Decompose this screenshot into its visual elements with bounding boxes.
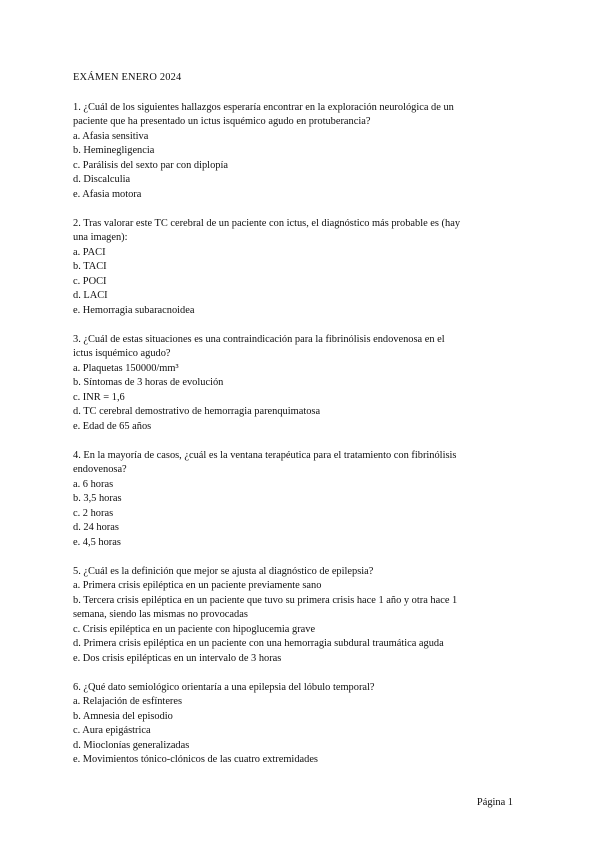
answer-option: c. POCI (73, 275, 107, 287)
answer-option: a. Primera crisis epiléptica en un paciente previamente sano (73, 580, 322, 591)
answer-option: a. Relajación de esfínteres (73, 696, 183, 707)
answer-option: b. Heminegligencia (73, 145, 155, 156)
answer-option: b. Amnesia del episodio (73, 710, 173, 722)
answer-option: a. Afasia sensitiva (73, 130, 149, 142)
question-text-line: 2. Tras valorar este TC cerebral de un paciente con ictus, el diagnóstico más probable es (hay (73, 217, 461, 229)
answer-option: semana, siendo las mismas no provocadas (73, 609, 248, 620)
exam-page (73, 71, 533, 782)
question-text-line: 3. ¿Cuál de estas situaciones es una contraindicación para la fibrinólisis endovenosa en el (73, 333, 445, 345)
answer-option: d. Primera crisis epiléptica en un paciente con una hemorragia subdural traumática aguda (73, 638, 444, 649)
question-text-line: 1. ¿Cuál de los siguientes hallazgos esperaría encontrar en la exploración neurológica de un (73, 101, 454, 113)
question-3 (73, 333, 533, 435)
question-2 (73, 217, 533, 319)
question-text-line: 4. En la mayoría de casos, ¿cuál es la ventana terapéutica para el tratamiento con fibrinólisis (73, 449, 457, 461)
question-6 (73, 681, 533, 768)
question-1 (73, 101, 533, 203)
answer-option: d. TC cerebral demostrativo de hemorragia parenquimatosa (73, 406, 321, 417)
question-4 (73, 449, 533, 551)
answer-option: b. TACI (73, 261, 107, 272)
question-text-line: una imagen): (73, 232, 128, 243)
answer-option: c. INR = 1,6 (73, 391, 125, 403)
answer-option: e. Movimientos tónico-clónicos de las cuatro extremidades (73, 754, 318, 765)
question-text-line: 5. ¿Cuál es la definición que mejor se ajusta al diagnóstico de epilepsia? (73, 565, 374, 577)
page-title: EXÁMEN ENERO 2024 (73, 72, 182, 83)
answer-option: a. Plaquetas 150000/mm³ (73, 362, 179, 374)
answer-option: d. 24 horas (73, 522, 119, 533)
answer-option: a. 6 horas (73, 478, 114, 490)
answer-option: c. Parálisis del sexto par con diplopía (73, 159, 228, 171)
question-text-line: ictus isquémico agudo? (73, 348, 171, 359)
answer-option: e. 4,5 horas (73, 536, 121, 548)
answer-option: d. Discalculia (73, 174, 131, 185)
answer-option: c. Crisis epiléptica en un paciente con hipoglucemia grave (73, 623, 316, 635)
answer-option: b. Tercera crisis epiléptica en un paciente que tuvo su primera crisis hace 1 año y otra hace 1 (73, 594, 458, 606)
answer-option: b. Síntomas de 3 horas de evolución (73, 377, 224, 388)
answer-option: a. PACI (73, 246, 106, 258)
question-text-line: 6. ¿Qué dato semiológico orientaría a una epilepsia del lóbulo temporal? (73, 681, 375, 693)
question-5 (73, 565, 533, 667)
answer-option: c. 2 horas (73, 507, 114, 519)
answer-option: e. Hemorragia subaracnoidea (73, 304, 195, 316)
question-text-line: paciente que ha presentado un ictus isquémico agudo en protuberancia? (73, 116, 371, 127)
page-number: Página 1 (476, 797, 513, 808)
answer-option: c. Aura epigástrica (73, 725, 151, 736)
answer-option: e. Edad de 65 años (73, 420, 152, 432)
answer-option: b. 3,5 horas (73, 493, 122, 504)
answer-option: e. Afasia motora (73, 188, 142, 200)
question-text-line: endovenosa? (73, 464, 127, 475)
answer-option: d. Mioclonías generalizadas (73, 739, 190, 751)
answer-option: e. Dos crisis epilépticas en un intervalo de 3 horas (73, 652, 282, 664)
answer-option: d. LACI (73, 290, 108, 301)
